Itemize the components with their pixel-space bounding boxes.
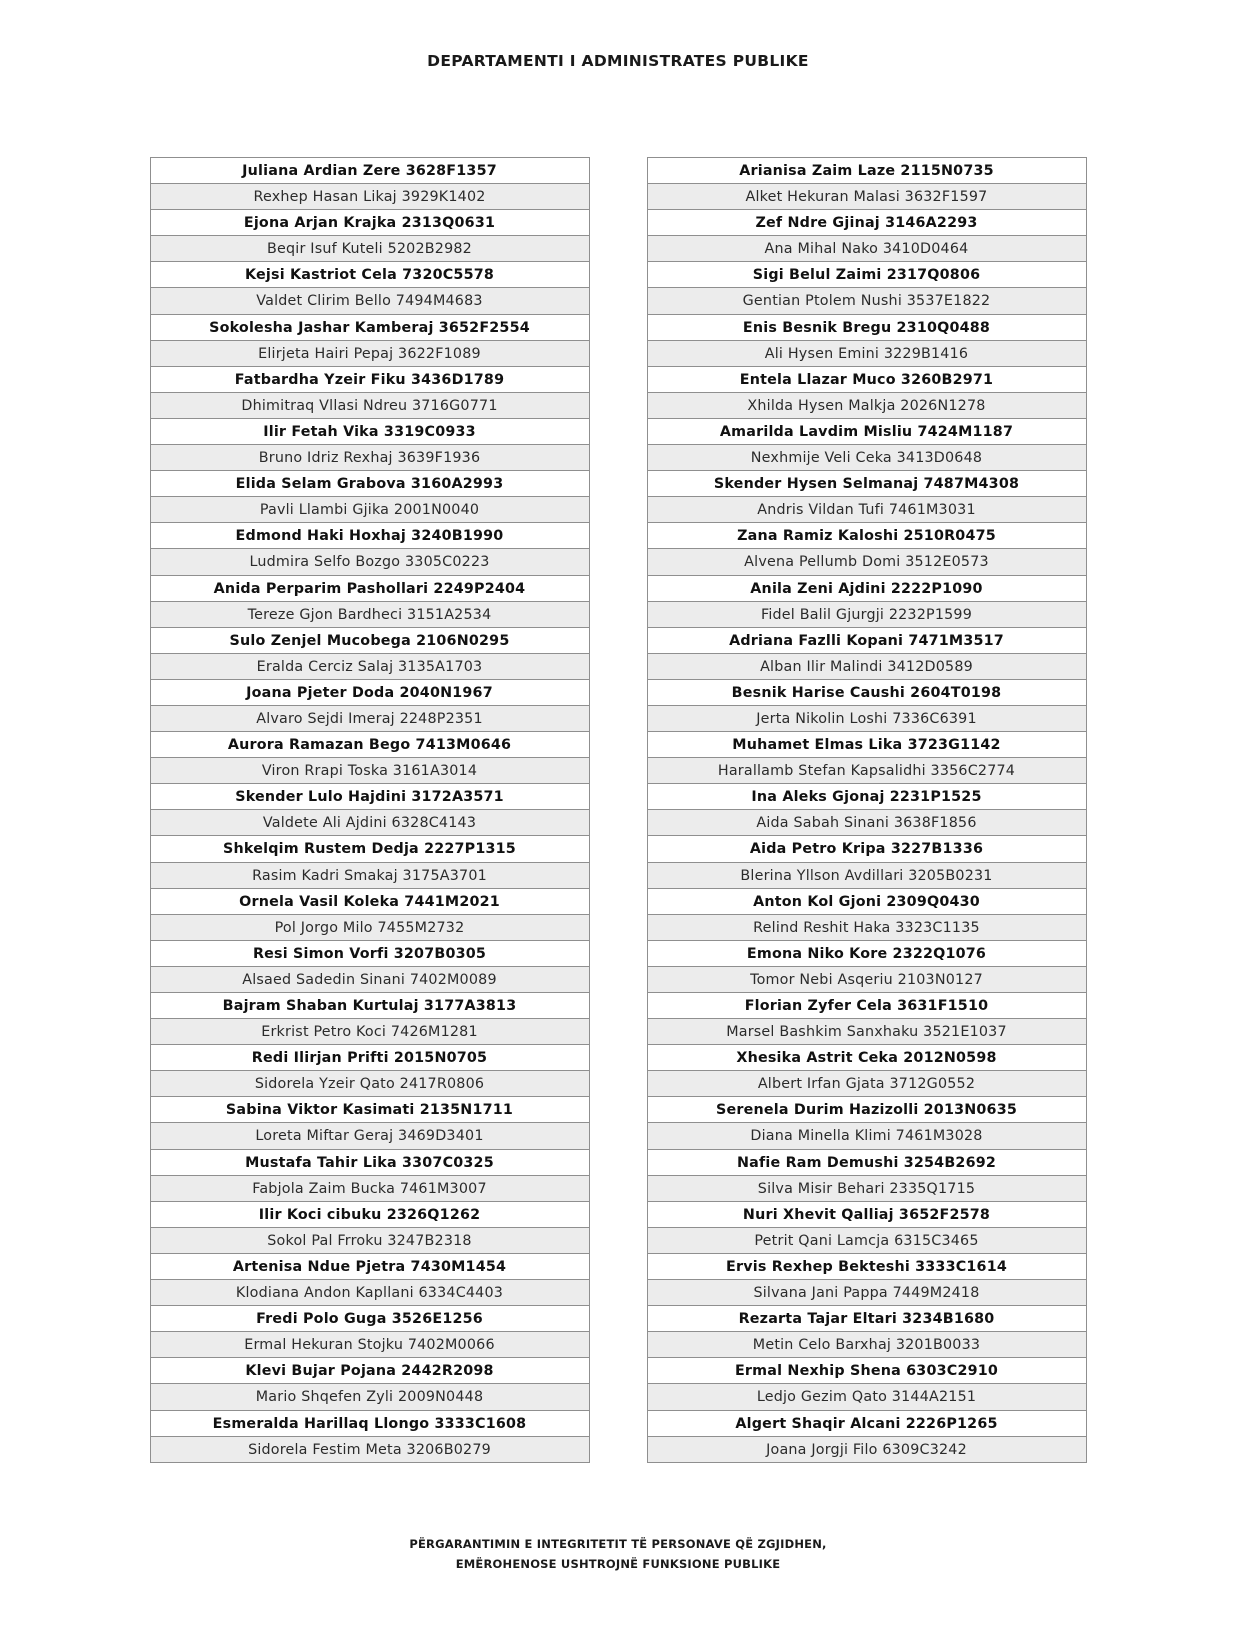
list-item: Metin Celo Barxhaj 3201B0033 (648, 1332, 1086, 1358)
list-item: Alvaro Sejdi Imeraj 2248P2351 (151, 706, 589, 732)
list-item: Sidorela Festim Meta 3206B0279 (151, 1437, 589, 1463)
list-item: Adriana Fazlli Kopani 7471M3517 (648, 628, 1086, 654)
list-item: Ludmira Selfo Bozgo 3305C0223 (151, 549, 589, 575)
list-item: Alvena Pellumb Domi 3512E0573 (648, 549, 1086, 575)
list-item: Tomor Nebi Asqeriu 2103N0127 (648, 967, 1086, 993)
list-item: Joana Pjeter Doda 2040N1967 (151, 680, 589, 706)
list-item: Shkelqim Rustem Dedja 2227P1315 (151, 836, 589, 862)
list-item: Silvana Jani Pappa 7449M2418 (648, 1280, 1086, 1306)
list-item: Algert Shaqir Alcani 2226P1265 (648, 1411, 1086, 1437)
list-item: Sidorela Yzeir Qato 2417R0806 (151, 1071, 589, 1097)
name-list-columns (0, 157, 1236, 1463)
list-item: Artenisa Ndue Pjetra 7430M1454 (151, 1254, 589, 1280)
list-item: Sigi Belul Zaimi 2317Q0806 (648, 262, 1086, 288)
list-item: Valdet Clirim Bello 7494M4683 (151, 288, 589, 314)
list-item: Fidel Balil Gjurgji 2232P1599 (648, 602, 1086, 628)
list-item: Ilir Koci cibuku 2326Q1262 (151, 1202, 589, 1228)
list-item: Viron Rrapi Toska 3161A3014 (151, 758, 589, 784)
right-name-column (647, 157, 1087, 1463)
list-item: Eralda Cerciz Salaj 3135A1703 (151, 654, 589, 680)
list-item: Sokol Pal Frroku 3247B2318 (151, 1228, 589, 1254)
page-title: DEPARTAMENTI I ADMINISTRATES PUBLIKE (427, 52, 809, 70)
list-item: Skender Hysen Selmanaj 7487M4308 (648, 471, 1086, 497)
list-item: Ervis Rexhep Bekteshi 3333C1614 (648, 1254, 1086, 1280)
list-item: Muhamet Elmas Lika 3723G1142 (648, 732, 1086, 758)
list-item: Entela Llazar Muco 3260B2971 (648, 367, 1086, 393)
list-item: Ali Hysen Emini 3229B1416 (648, 341, 1086, 367)
list-item: Ina Aleks Gjonaj 2231P1525 (648, 784, 1086, 810)
list-item: Pol Jorgo Milo 7455M2732 (151, 915, 589, 941)
list-item: Jerta Nikolin Loshi 7336C6391 (648, 706, 1086, 732)
list-item: Alket Hekuran Malasi 3632F1597 (648, 184, 1086, 210)
list-item: Mario Shqefen Zyli 2009N0448 (151, 1384, 589, 1410)
list-item: Ejona Arjan Krajka 2313Q0631 (151, 210, 589, 236)
list-item: Fabjola Zaim Bucka 7461M3007 (151, 1176, 589, 1202)
list-item: Ilir Fetah Vika 3319C0933 (151, 419, 589, 445)
list-item: Skender Lulo Hajdini 3172A3571 (151, 784, 589, 810)
list-item: Tereze Gjon Bardheci 3151A2534 (151, 602, 589, 628)
list-item: Nafie Ram Demushi 3254B2692 (648, 1150, 1086, 1176)
list-item: Albert Irfan Gjata 3712G0552 (648, 1071, 1086, 1097)
list-item: Ermal Hekuran Stojku 7402M0066 (151, 1332, 589, 1358)
list-item: Elirjeta Hairi Pepaj 3622F1089 (151, 341, 589, 367)
list-item: Klodiana Andon Kapllani 6334C4403 (151, 1280, 589, 1306)
list-item: Fredi Polo Guga 3526E1256 (151, 1306, 589, 1332)
list-item: Resi Simon Vorfi 3207B0305 (151, 941, 589, 967)
list-item: Marsel Bashkim Sanxhaku 3521E1037 (648, 1019, 1086, 1045)
list-item: Andris Vildan Tufi 7461M3031 (648, 497, 1086, 523)
list-item: Emona Niko Kore 2322Q1076 (648, 941, 1086, 967)
list-item: Bajram Shaban Kurtulaj 3177A3813 (151, 993, 589, 1019)
list-item: Anila Zeni Ajdini 2222P1090 (648, 576, 1086, 602)
list-item: Alsaed Sadedin Sinani 7402M0089 (151, 967, 589, 993)
list-item: Blerina Yllson Avdillari 3205B0231 (648, 863, 1086, 889)
list-item: Florian Zyfer Cela 3631F1510 (648, 993, 1086, 1019)
list-item: Aida Sabah Sinani 3638F1856 (648, 810, 1086, 836)
list-item: Valdete Ali Ajdini 6328C4143 (151, 810, 589, 836)
document-page (0, 52, 1236, 1652)
list-item: Ermal Nexhip Shena 6303C2910 (648, 1358, 1086, 1384)
list-item: Xhesika Astrit Ceka 2012N0598 (648, 1045, 1086, 1071)
list-item: Kejsi Kastriot Cela 7320C5578 (151, 262, 589, 288)
list-item: Pavli Llambi Gjika 2001N0040 (151, 497, 589, 523)
list-item: Gentian Ptolem Nushi 3537E1822 (648, 288, 1086, 314)
list-item: Nexhmije Veli Ceka 3413D0648 (648, 445, 1086, 471)
list-item: Diana Minella Klimi 7461M3028 (648, 1123, 1086, 1149)
list-item: Juliana Ardian Zere 3628F1357 (151, 158, 589, 184)
footer-line-2: EMËROHENOSE USHTROJNË FUNKSIONE PUBLIKE (455, 1557, 781, 1571)
list-item: Anida Perparim Pashollari 2249P2404 (151, 576, 589, 602)
list-item: Loreta Miftar Geraj 3469D3401 (151, 1123, 589, 1149)
list-item: Aurora Ramazan Bego 7413M0646 (151, 732, 589, 758)
list-item: Sokolesha Jashar Kamberaj 3652F2554 (151, 315, 589, 341)
list-item: Sabina Viktor Kasimati 2135N1711 (151, 1097, 589, 1123)
list-item: Ornela Vasil Koleka 7441M2021 (151, 889, 589, 915)
list-item: Edmond Haki Hoxhaj 3240B1990 (151, 523, 589, 549)
left-name-column (150, 157, 590, 1463)
list-item: Nuri Xhevit Qalliaj 3652F2578 (648, 1202, 1086, 1228)
list-item: Besnik Harise Caushi 2604T0198 (648, 680, 1086, 706)
list-item: Sulo Zenjel Mucobega 2106N0295 (151, 628, 589, 654)
list-item: Anton Kol Gjoni 2309Q0430 (648, 889, 1086, 915)
list-item: Alban Ilir Malindi 3412D0589 (648, 654, 1086, 680)
list-item: Klevi Bujar Pojana 2442R2098 (151, 1358, 589, 1384)
list-item: Amarilda Lavdim Misliu 7424M1187 (648, 419, 1086, 445)
list-item: Xhilda Hysen Malkja 2026N1278 (648, 393, 1086, 419)
list-item: Dhimitraq Vllasi Ndreu 3716G0771 (151, 393, 589, 419)
list-item: Silva Misir Behari 2335Q1715 (648, 1176, 1086, 1202)
list-item: Aida Petro Kripa 3227B1336 (648, 836, 1086, 862)
page-footer (0, 1534, 1236, 1574)
list-item: Erkrist Petro Koci 7426M1281 (151, 1019, 589, 1045)
list-item: Zef Ndre Gjinaj 3146A2293 (648, 210, 1086, 236)
list-item: Joana Jorgji Filo 6309C3242 (648, 1437, 1086, 1463)
list-item: Esmeralda Harillaq Llongo 3333C1608 (151, 1411, 589, 1437)
list-item: Beqir Isuf Kuteli 5202B2982 (151, 236, 589, 262)
list-item: Redi Ilirjan Prifti 2015N0705 (151, 1045, 589, 1071)
list-item: Rexhep Hasan Likaj 3929K1402 (151, 184, 589, 210)
list-item: Rasim Kadri Smakaj 3175A3701 (151, 863, 589, 889)
list-item: Elida Selam Grabova 3160A2993 (151, 471, 589, 497)
list-item: Bruno Idriz Rexhaj 3639F1936 (151, 445, 589, 471)
list-item: Petrit Qani Lamcja 6315C3465 (648, 1228, 1086, 1254)
list-item: Harallamb Stefan Kapsalidhi 3356C2774 (648, 758, 1086, 784)
list-item: Arianisa Zaim Laze 2115N0735 (648, 158, 1086, 184)
list-item: Ana Mihal Nako 3410D0464 (648, 236, 1086, 262)
list-item: Enis Besnik Bregu 2310Q0488 (648, 315, 1086, 341)
list-item: Zana Ramiz Kaloshi 2510R0475 (648, 523, 1086, 549)
list-item: Ledjo Gezim Qato 3144A2151 (648, 1384, 1086, 1410)
list-item: Rezarta Tajar Eltari 3234B1680 (648, 1306, 1086, 1332)
list-item: Serenela Durim Hazizolli 2013N0635 (648, 1097, 1086, 1123)
list-item: Fatbardha Yzeir Fiku 3436D1789 (151, 367, 589, 393)
list-item: Relind Reshit Haka 3323C1135 (648, 915, 1086, 941)
footer-line-1: PËRGARANTIMIN E INTEGRITETIT TË PERSONAVE QË ZGJIDHEN, (409, 1537, 827, 1551)
list-item: Mustafa Tahir Lika 3307C0325 (151, 1150, 589, 1176)
